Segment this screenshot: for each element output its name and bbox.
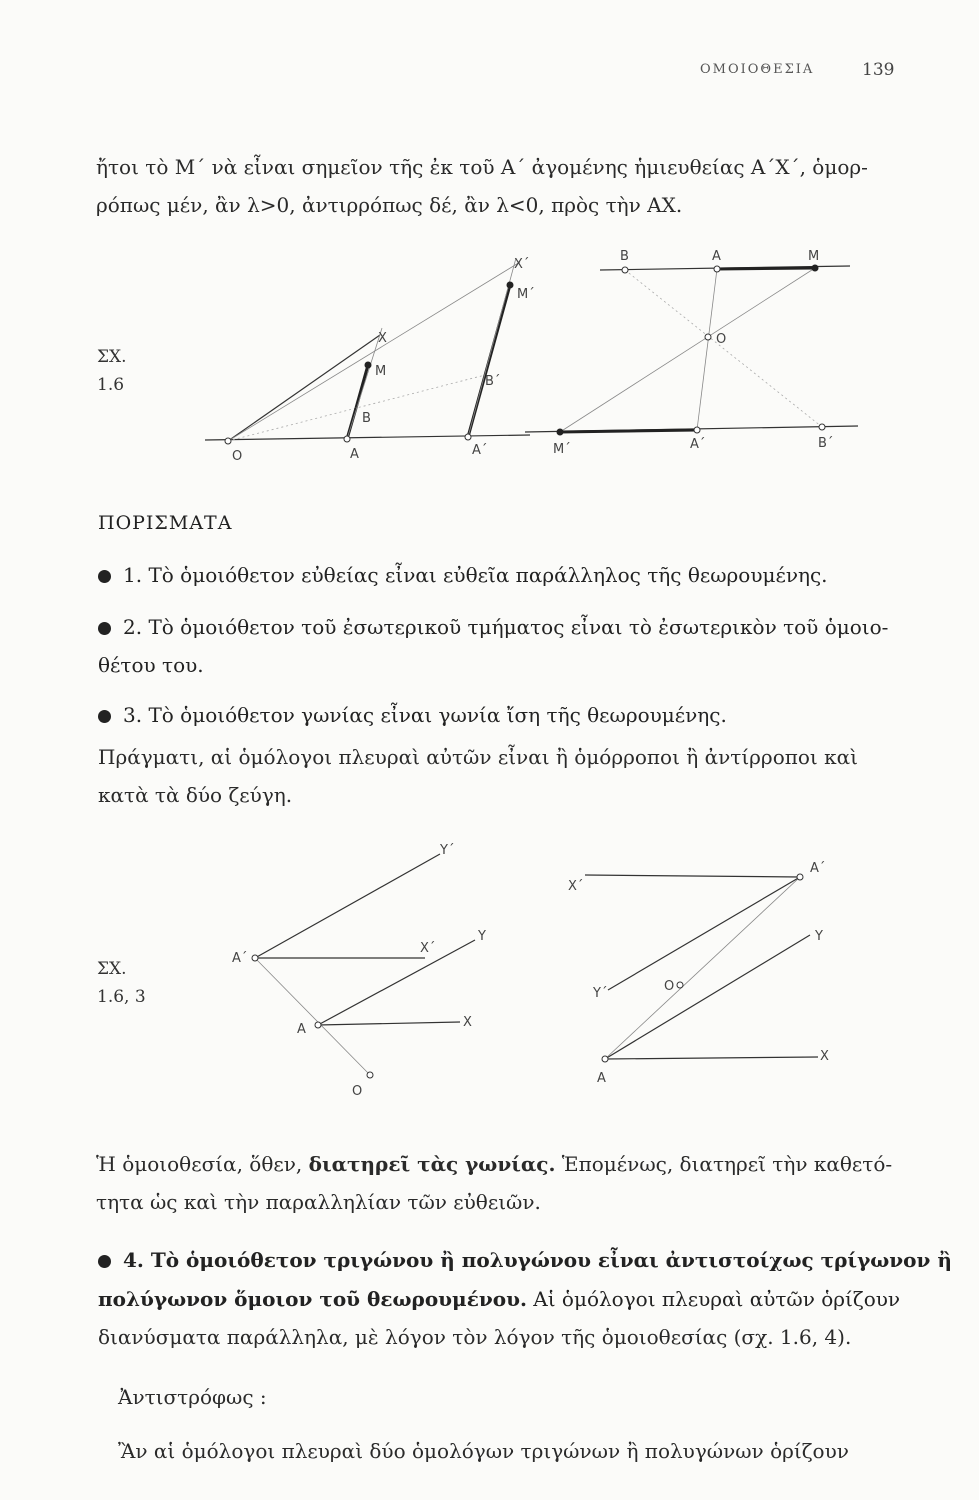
corollary-3-explanation-1: Πράγματι, αἱ ὁμόλογοι πλευραὶ αὐτῶν εἶναι ἢ ὁμόρροποι ἢ ἀντίρροποι καὶ xyxy=(98,745,858,769)
bullet-icon xyxy=(98,622,111,635)
corollary-3 xyxy=(98,695,727,735)
fig2-ray-ax xyxy=(318,1022,460,1025)
fig1-point-mp xyxy=(507,282,514,289)
fig1-vector-am xyxy=(717,268,815,269)
bullet-icon xyxy=(98,710,111,723)
fig1-label-o: O xyxy=(232,449,243,464)
corollaries-heading: ΠΟΡΙΣΜΑΤΑ xyxy=(98,512,233,534)
fig1-point-m xyxy=(365,362,372,369)
converse-line-1: Ἂν αἱ ὁμόλογοι πλευραὶ δύο ὁμολόγων τριγώνων ἢ πολυγώνων ὁρίζουν xyxy=(118,1439,849,1463)
fig2-label-o: O xyxy=(352,1084,363,1099)
figure1-diagram xyxy=(0,240,979,480)
fig1-line-bbp xyxy=(625,270,822,427)
corollary-1 xyxy=(98,555,828,595)
conclusion-line-2: τητα ὡς καὶ τὴν παραλληλίαν τῶν εὐθειῶν. xyxy=(96,1190,541,1214)
corollary-4-line-3: διανύσματα παράλληλα, μὲ λόγον τὸν λόγον τῆς ὁμοιοθεσίας (σχ. 1.6, 4). xyxy=(98,1325,852,1349)
fig2-label-y: Y xyxy=(478,929,486,944)
fig1-label-mp: M΄ xyxy=(517,287,535,302)
corollary-4-text-2-rest: Αἱ ὁμόλογοι πλευραὶ αὐτῶν ὁρίζουν xyxy=(526,1287,901,1311)
corollary-2-text-2: θέτου του. xyxy=(98,653,204,677)
fig2-label-x: X xyxy=(463,1015,472,1030)
fig1-ray-ox-prime xyxy=(228,262,520,441)
fig1-point-r-o xyxy=(705,334,711,340)
fig2-label-ap: A΄ xyxy=(232,951,248,966)
fig1-vector-apmp xyxy=(560,430,697,432)
fig2-point-r-o xyxy=(677,982,683,988)
fig2-rlabel-ap: A΄ xyxy=(810,861,826,876)
bullet-icon xyxy=(98,1255,111,1268)
fig1-rlabel-a: A xyxy=(712,249,721,264)
corollary-2 xyxy=(98,607,888,647)
fig1-label-xp: X΄ xyxy=(514,257,530,272)
fig1-point-a xyxy=(344,436,350,442)
fig1-label-ap: A΄ xyxy=(472,443,488,458)
corollary-2-text-1: 2. Τὸ ὁμοιόθετον τοῦ ἐσωτερικοῦ τμήματος εἶναι τὸ ἐσωτερικὸν τοῦ ὁμοιο- xyxy=(123,615,889,639)
corollary-4-line-2 xyxy=(98,1279,900,1319)
fig2-rlabel-xp: X΄ xyxy=(568,879,584,894)
fig1-rlabel-b: B xyxy=(620,249,629,264)
fig1-point-r-b xyxy=(622,267,628,273)
figure1-caption-2: 1.6 xyxy=(97,375,125,395)
fig1-label-m: M xyxy=(375,364,387,379)
fig1-ray-ox xyxy=(228,335,380,441)
fig1-line-aap xyxy=(697,269,717,430)
fig2-label-yp: Y΄ xyxy=(440,843,455,858)
conclusion-text-bold: διατηρεῖ τὰς γωνίας. xyxy=(308,1152,556,1176)
conclusion-text-post: Ἑπομένως, διατηρεῖ τὴν καθετό- xyxy=(555,1152,893,1176)
fig2-label-xp: X΄ xyxy=(420,941,436,956)
fig2-label-a: A xyxy=(297,1022,306,1037)
bullet-icon xyxy=(98,570,111,583)
figure2-caption-1: ΣΧ. xyxy=(97,959,127,979)
fig2-ray-apyp xyxy=(255,854,440,958)
fig2-ray-ay xyxy=(318,940,475,1025)
fig2-point-o xyxy=(367,1072,373,1078)
intro-line-2: ρόπως μέν, ἂν λ>0, ἀντιρρόπως δέ, ἂν λ<0, πρὸς τὴν ΑΧ. xyxy=(96,193,683,217)
fig1-label-a: A xyxy=(350,447,359,462)
fig2-line-o xyxy=(255,958,370,1075)
fig1-rlabel-m: M xyxy=(808,249,820,264)
fig2-ray-apxp-r xyxy=(585,875,800,877)
fig1-label-bp: B΄ xyxy=(485,374,501,389)
converse-heading: Ἀντιστρόφως : xyxy=(118,1385,267,1409)
page-number: 139 xyxy=(862,60,895,80)
conclusion-line-1 xyxy=(96,1145,892,1183)
fig1-rlabel-o: O xyxy=(716,332,727,347)
corollary-3-explanation-2: κατὰ τὰ δύο ζεύγη. xyxy=(98,783,293,807)
fig2-point-ap xyxy=(252,955,258,961)
fig1-rlabel-mp: M΄ xyxy=(553,442,571,457)
fig2-point-r-ap xyxy=(797,874,803,880)
fig2-rlabel-y: Y xyxy=(815,929,823,944)
corollary-4-text-2: πολύγωνον ὅμοιον τοῦ θεωρουμένου. xyxy=(98,1287,527,1311)
fig2-ray-ayp-r xyxy=(608,877,800,990)
fig1-point-ap xyxy=(465,434,471,440)
fig2-line-aap-r xyxy=(605,877,800,1059)
fig1-line-mmp xyxy=(560,268,815,432)
fig1-point-r-a xyxy=(714,266,720,272)
fig2-point-r-a xyxy=(602,1056,608,1062)
fig1-point-o xyxy=(225,438,231,444)
figure2-caption-2: 1.6, 3 xyxy=(97,987,146,1007)
fig2-rlabel-yp: Y΄ xyxy=(593,986,608,1001)
fig1-segment-bm xyxy=(356,365,368,408)
intro-line-1: ἤτοι τὸ Μ΄ νὰ εἶναι σημεῖον τῆς ἐκ τοῦ Α΄ ἀγομένης ἡμιευθείας Α΄Χ΄, ὁμορ- xyxy=(96,155,868,179)
fig1-point-r-bp xyxy=(819,424,825,430)
fig2-rlabel-o: O xyxy=(664,979,675,994)
corollary-1-text: 1. Τὸ ὁμοιόθετον εὐθείας εἶναι εὐθεῖα παράλληλος τῆς θεωρουμένης. xyxy=(123,563,828,587)
fig2-rlabel-x: X xyxy=(820,1049,829,1064)
fig2-point-a xyxy=(315,1022,321,1028)
corollary-3-text: 3. Τὸ ὁμοιόθετον γωνίας εἶναι γωνία ἴση τῆς θεωρουμένης. xyxy=(123,703,727,727)
fig2-rlabel-a: A xyxy=(597,1071,606,1086)
fig1-label-x: X xyxy=(378,331,387,346)
figure1-caption-1: ΣΧ. xyxy=(97,347,127,367)
corollary-4-text-1: 4. Τὸ ὁμοιόθετον τριγώνου ἢ πολυγώνου εἶναι ἀντιστοίχως τρίγωνον ἢ xyxy=(123,1248,952,1272)
corollary-4 xyxy=(98,1240,952,1280)
fig1-base-line xyxy=(205,435,530,440)
fig1-point-r-m xyxy=(812,265,819,272)
running-head-title: ΟΜΟΙΟΘΕΣΙΑ xyxy=(700,62,815,77)
conclusion-text-pre: Ἡ ὁμοιοθεσία, ὅθεν, xyxy=(96,1152,309,1176)
fig1-rlabel-ap: A΄ xyxy=(690,437,706,452)
figure2-diagram xyxy=(0,840,979,1110)
fig1-point-r-mp xyxy=(557,429,564,436)
fig2-ray-ax-r xyxy=(605,1057,818,1059)
fig1-point-r-ap xyxy=(694,427,700,433)
fig1-label-b: B xyxy=(362,411,371,426)
fig1-rlabel-bp: B΄ xyxy=(818,436,834,451)
fig2-ray-ay-r xyxy=(605,935,810,1059)
